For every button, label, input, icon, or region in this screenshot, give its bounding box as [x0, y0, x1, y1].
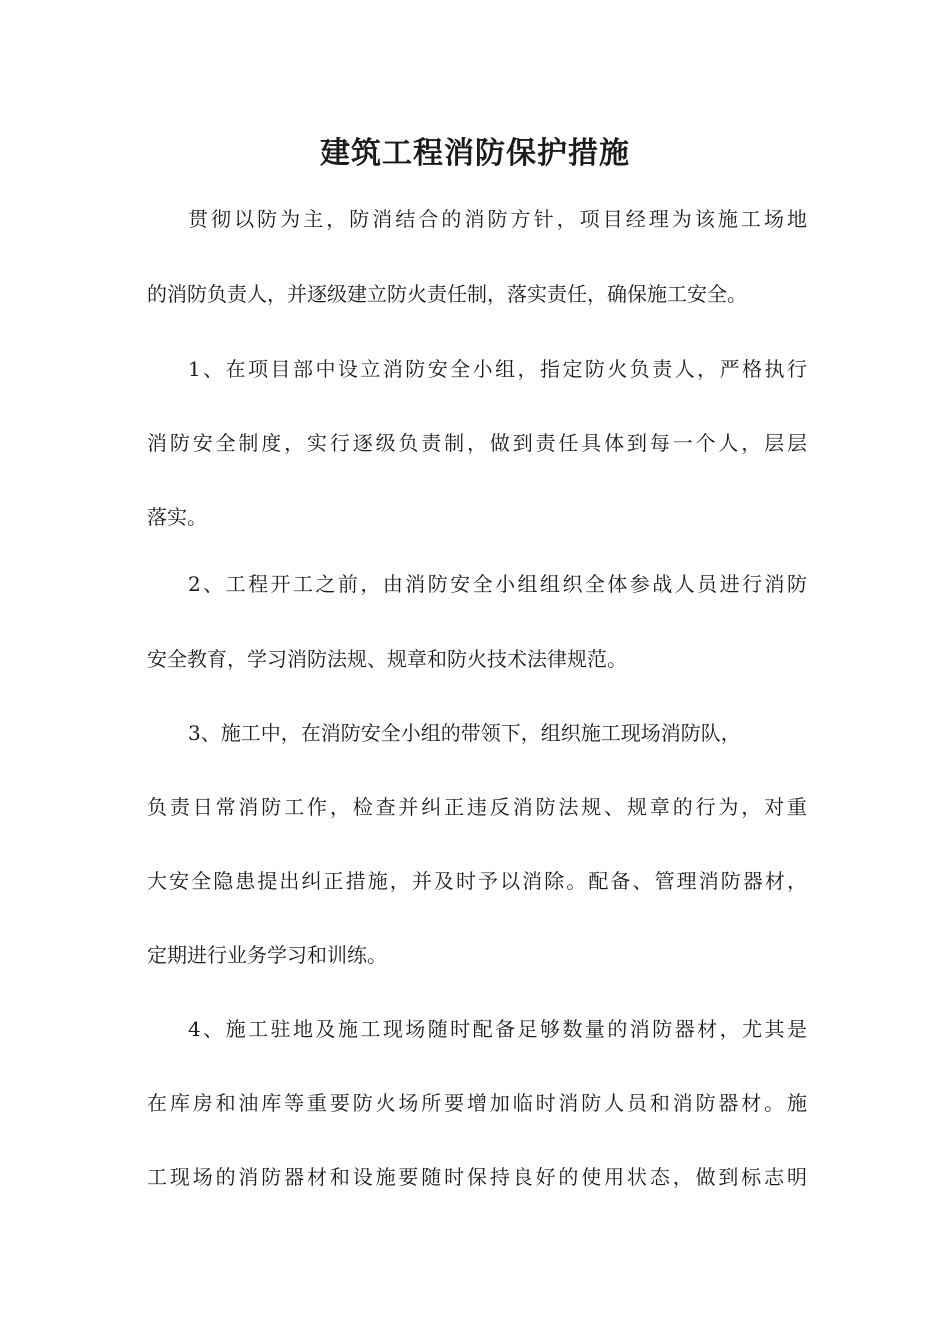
paragraph-intro-line-2: 的消防负责人，并逐级建立防火责任制，落实责任，确保施工安全。 — [147, 282, 747, 306]
paragraph-3-line-1: 3、施工中，在消防安全小组的带领下，组织施工现场消防队， — [188, 721, 741, 745]
paragraph-3-line-4: 定期进行业务学习和训练。 — [147, 943, 387, 967]
paragraph-3-line-2: 负责日常消防工作，检查并纠正违反消防法规、规章的行为，对重 — [147, 795, 807, 819]
paragraph-1-line-2: 消防安全制度，实行逐级负责制，做到责任具体到每一个人，层层 — [147, 431, 807, 455]
paragraph-2-line-1: 2、工程开工之前，由消防安全小组组织全体参战人员进行消防 — [188, 572, 807, 596]
paragraph-2-line-2: 安全教育，学习消防法规、规章和防火技术法律规范。 — [147, 647, 627, 671]
paragraph-intro-line-1: 贯彻以防为主，防消结合的消防方针，项目经理为该施工场地 — [188, 207, 807, 231]
paragraph-3-line-3: 大安全隐患提出纠正措施，并及时予以消除。配备、管理消防器材， — [147, 869, 807, 893]
paragraph-1-line-1: 1、在项目部中设立消防安全小组，指定防火负责人，严格执行 — [188, 357, 807, 381]
paragraph-4-line-2: 在库房和油库等重要防火场所要增加临时消防人员和消防器材。施 — [147, 1091, 807, 1115]
paragraph-4-line-1: 4、施工驻地及施工现场随时配备足够数量的消防器材，尤其是 — [188, 1017, 807, 1041]
paragraph-4-line-3: 工现场的消防器材和设施要随时保持良好的使用状态，做到标志明 — [147, 1165, 807, 1189]
document-title: 建筑工程消防保护措施 — [320, 136, 630, 171]
paragraph-1-line-3: 落实。 — [147, 505, 207, 529]
